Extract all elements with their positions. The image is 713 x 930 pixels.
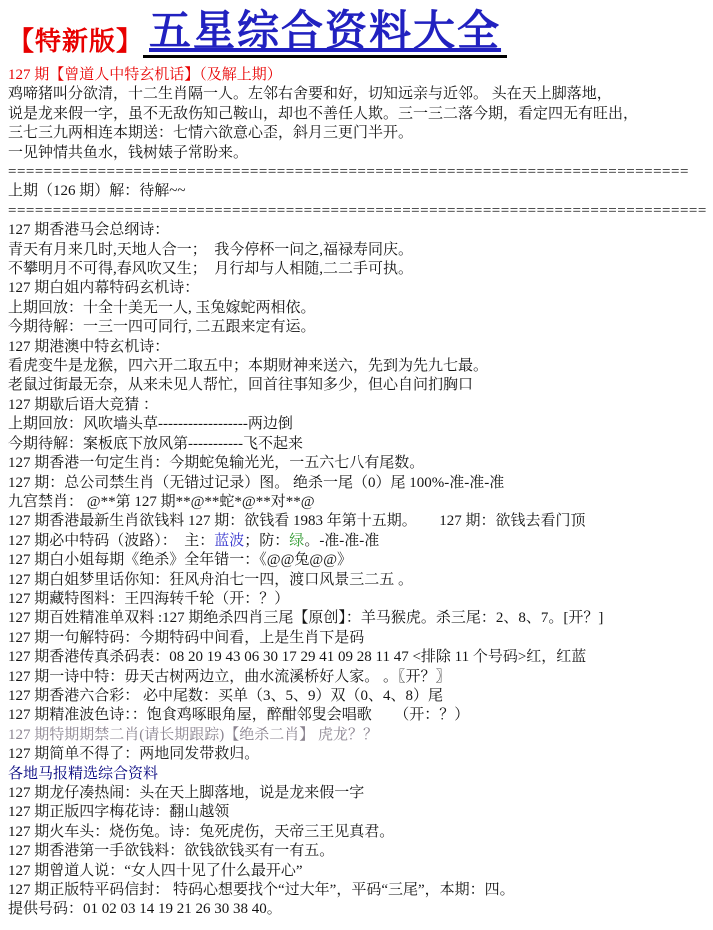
text-line: 鸡啼猪叫分欲清，十二生肖隔一人。左邻右舍要和好，切知远亲与近邻。 头在天上脚落地， bbox=[8, 86, 612, 103]
wave-mid: ；防： bbox=[244, 532, 290, 549]
wave-blue-word: 蓝波 bbox=[214, 532, 245, 549]
text-line: 127 期一句解特码：今期特码中间看，上是生肖下是码 bbox=[8, 629, 365, 646]
section-heading-baijie-poem: 127 期白姐内幕特码玄机诗： bbox=[8, 280, 200, 297]
page-title: 五星综合资料大全 bbox=[143, 10, 507, 58]
text-line: 127 期白小姐每期《绝杀》全年错一：《@@兔@@》 bbox=[8, 552, 353, 569]
text-line: 一见钟情共鱼水，钱树婊子常盼来。 bbox=[8, 144, 249, 161]
text-line: 127 期藏特图料：王四海转千轮（开：？） bbox=[8, 590, 290, 607]
text-line: 127 期一诗中特：毋天古树两边立，曲水流溪桥好人家。 。〖开？〗 bbox=[8, 668, 451, 685]
section-heading-gangao-poem: 127 期港澳中特玄机诗： bbox=[8, 338, 170, 355]
text-line: 说是龙来假一字，虽不无敌伤知己鞍山，却也不善任人欺。三一三二落今期，看定四无有旺出， bbox=[8, 105, 639, 122]
text-line: 127 期白姐梦里话你知：狂风舟泊七一四，渡口风景三二五 。 bbox=[8, 571, 414, 588]
text-line: 今期待解：一三一四可同行, 二五跟来定有运。 bbox=[8, 319, 316, 336]
text-line: 不攀明月不可得,春风吹又生； 月行却与人相随,二二手可执。 bbox=[8, 261, 414, 278]
text-line: 青天有月来几时,天地人合一； 我今停杯一问之,福禄寿同庆。 bbox=[8, 241, 414, 258]
text-line: 127 期正版四字梅花诗：翻山越领 bbox=[8, 804, 230, 821]
section-heading-zonggang-poem: 127 期香港马会总纲诗： bbox=[8, 222, 170, 239]
text-line: 127 期简单不得了：两地同发带救归。 bbox=[8, 746, 260, 763]
separator: ============================================================================== bbox=[8, 202, 707, 219]
edition-badge: 【特新版】 bbox=[8, 26, 144, 56]
page-header bbox=[0, 0, 713, 64]
provided-numbers-line: 提供号码：01 02 03 14 19 21 26 30 38 40。 bbox=[8, 901, 282, 918]
text-line: 127 期百姓精准单双料 :127 期绝杀四肖三尾【原创】：羊马猴虎。杀三尾：2、8、7。[开？] bbox=[8, 610, 604, 627]
text-line: 老鼠过街最无奈，从来未见人帮忙，回首往事知多少，但心自问扪胸口 bbox=[8, 377, 474, 394]
text-line: 127 期香港一句定生肖：今期蛇兔输光光，一五六七八有尾数。 bbox=[8, 455, 425, 472]
separator: ============================================================================ bbox=[8, 164, 689, 181]
text-line: 127 期香港传真杀码表：08 20 19 43 06 30 17 29 41 09 28 11 47 <排除 11 个号码>红，红蓝 bbox=[8, 649, 587, 666]
content-body bbox=[0, 64, 713, 920]
text-line: 127 期香港六合彩： 必中尾数：买单（3、5、9）双（0、4、8）尾 bbox=[8, 687, 444, 704]
text-line: 127 期火车头：烧伤兔。诗：兔死虎伤，天帝三王见真君。 bbox=[8, 823, 395, 840]
text-line: 127 期曾道人说：“女人四十见了什么最开心” bbox=[8, 862, 303, 879]
text-line: 127 期香港第一手欲钱料：欲钱欲钱买有一有五。 bbox=[8, 843, 335, 860]
previous-issue-result: 上期（126 期）解：待解~~ bbox=[8, 183, 186, 200]
section-heading-zengdaoren: 127 期【曾道人中特玄机话】（及解上期） bbox=[8, 67, 282, 83]
wave-prefix: 127 期必中特码（波路）： 主： bbox=[8, 532, 215, 549]
text-line: 三七三九两相连本期送：七情六欲意心歪，斜月三更门半开。 bbox=[8, 125, 414, 142]
text-line: 上期回放：风吹墙头草------------------两边倒 bbox=[8, 416, 293, 433]
forbidden-zodiac-line: 127 期特期期禁二肖(请长期跟踪)【绝杀二肖】 虎龙？？ bbox=[8, 726, 378, 743]
wave-green-word: 绿 bbox=[289, 532, 305, 549]
wave-color-line bbox=[8, 532, 713, 551]
wave-suffix: 。-准-准-准 bbox=[304, 532, 380, 549]
text-line: 上期回放：十全十美无一人, 玉兔嫁蛇两相依。 bbox=[8, 299, 316, 316]
text-line: 127 期香港最新生肖欲钱料 127 期：欲钱看 1983 年第十五期。 127 期：欲钱去看门顶 bbox=[8, 513, 586, 530]
text-line: 127 期精准波色诗：：饱食鸡啄眼角屋，醉酣邻叟会唱歌 （开：？） bbox=[8, 707, 470, 724]
section-heading-mabao: 各地马报精选综合资料 bbox=[8, 765, 159, 782]
text-line: 看虎变牛是龙猴，四六开二取五中；本期财神来送六，先到为先九七最。 bbox=[8, 358, 489, 375]
text-line: 九宫禁肖： @**第 127 期**@**蛇*@**对**@ bbox=[8, 493, 315, 510]
text-line: 今期待解：案板底下放风第-----------飞不起来 bbox=[8, 435, 303, 452]
text-line: 127 期：总公司禁生肖（无错过记录）图。 绝杀一尾（0）尾 100%-准-准-准 bbox=[8, 474, 505, 491]
text-line: 127 期龙仔凑热闹：头在天上脚落地，说是龙来假一字 bbox=[8, 785, 365, 801]
section-heading-xiehouyu: 127 期歇后语大竞猜 ： bbox=[8, 396, 159, 413]
text-line: 127 期正版特平码信封： 特码心想要找个“过大年”，平码“三尾”，本期：四。 bbox=[8, 882, 515, 899]
